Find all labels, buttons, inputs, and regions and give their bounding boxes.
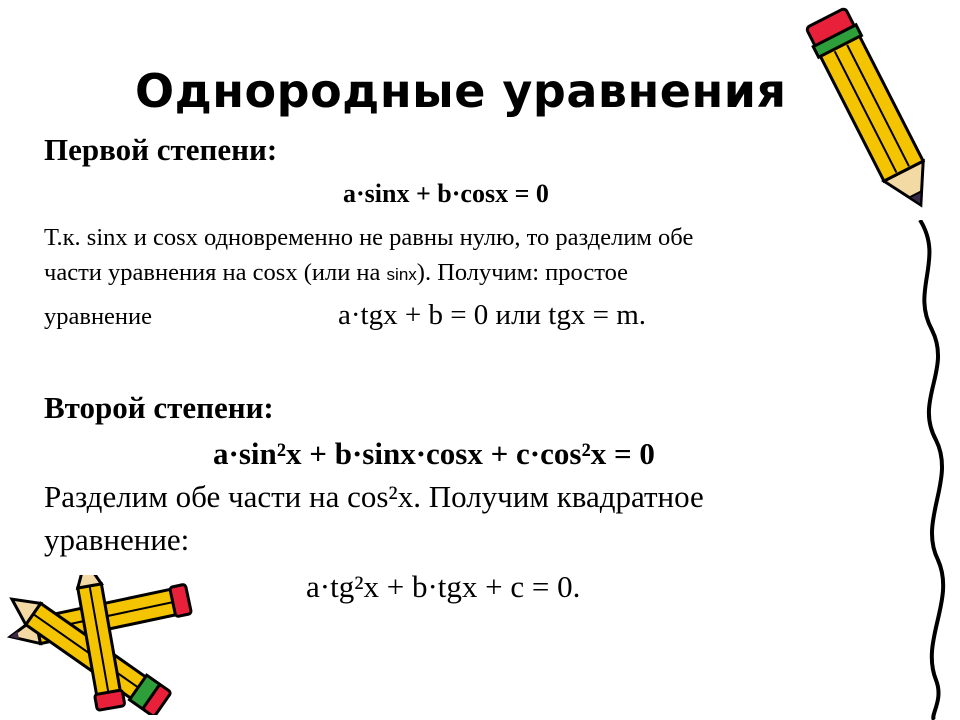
line2-part-a: части уравнения на cosx (или на	[44, 259, 387, 286]
wavy-line-decoration	[900, 220, 960, 720]
second-degree-text-line1: Разделим обе части на cos²x. Получим квадратное	[44, 479, 704, 514]
quadratic-equation-result: a·tg²x + b·tgx + c = 0.	[306, 569, 581, 604]
first-degree-heading: Первой степени:	[44, 132, 278, 167]
second-degree-equation: a·sin²x + b·sinx·cosx + c·cos²x = 0	[213, 436, 655, 471]
second-degree-heading: Второй степени:	[44, 390, 274, 425]
first-degree-equation: a·sinx + b·cosx = 0	[343, 179, 549, 208]
first-degree-text-line3-label: уравнение	[44, 303, 153, 330]
first-degree-text-line1: Т.к. sinx и cosx одновременно не равны нулю, то разделим обе	[44, 224, 694, 251]
page-title: Однородные уравнения	[135, 64, 787, 118]
pencil-icon	[795, 0, 955, 230]
crossed-pencils-icon	[0, 575, 200, 715]
first-degree-text-line2	[44, 259, 628, 287]
first-degree-simple-equation: a·tgx + b = 0 или tgx = m.	[338, 299, 647, 331]
line2-part-b: ). Получим: простое	[416, 259, 629, 286]
second-degree-text-line2: уравнение:	[44, 522, 190, 557]
line2-sinx: sinx	[386, 265, 417, 284]
